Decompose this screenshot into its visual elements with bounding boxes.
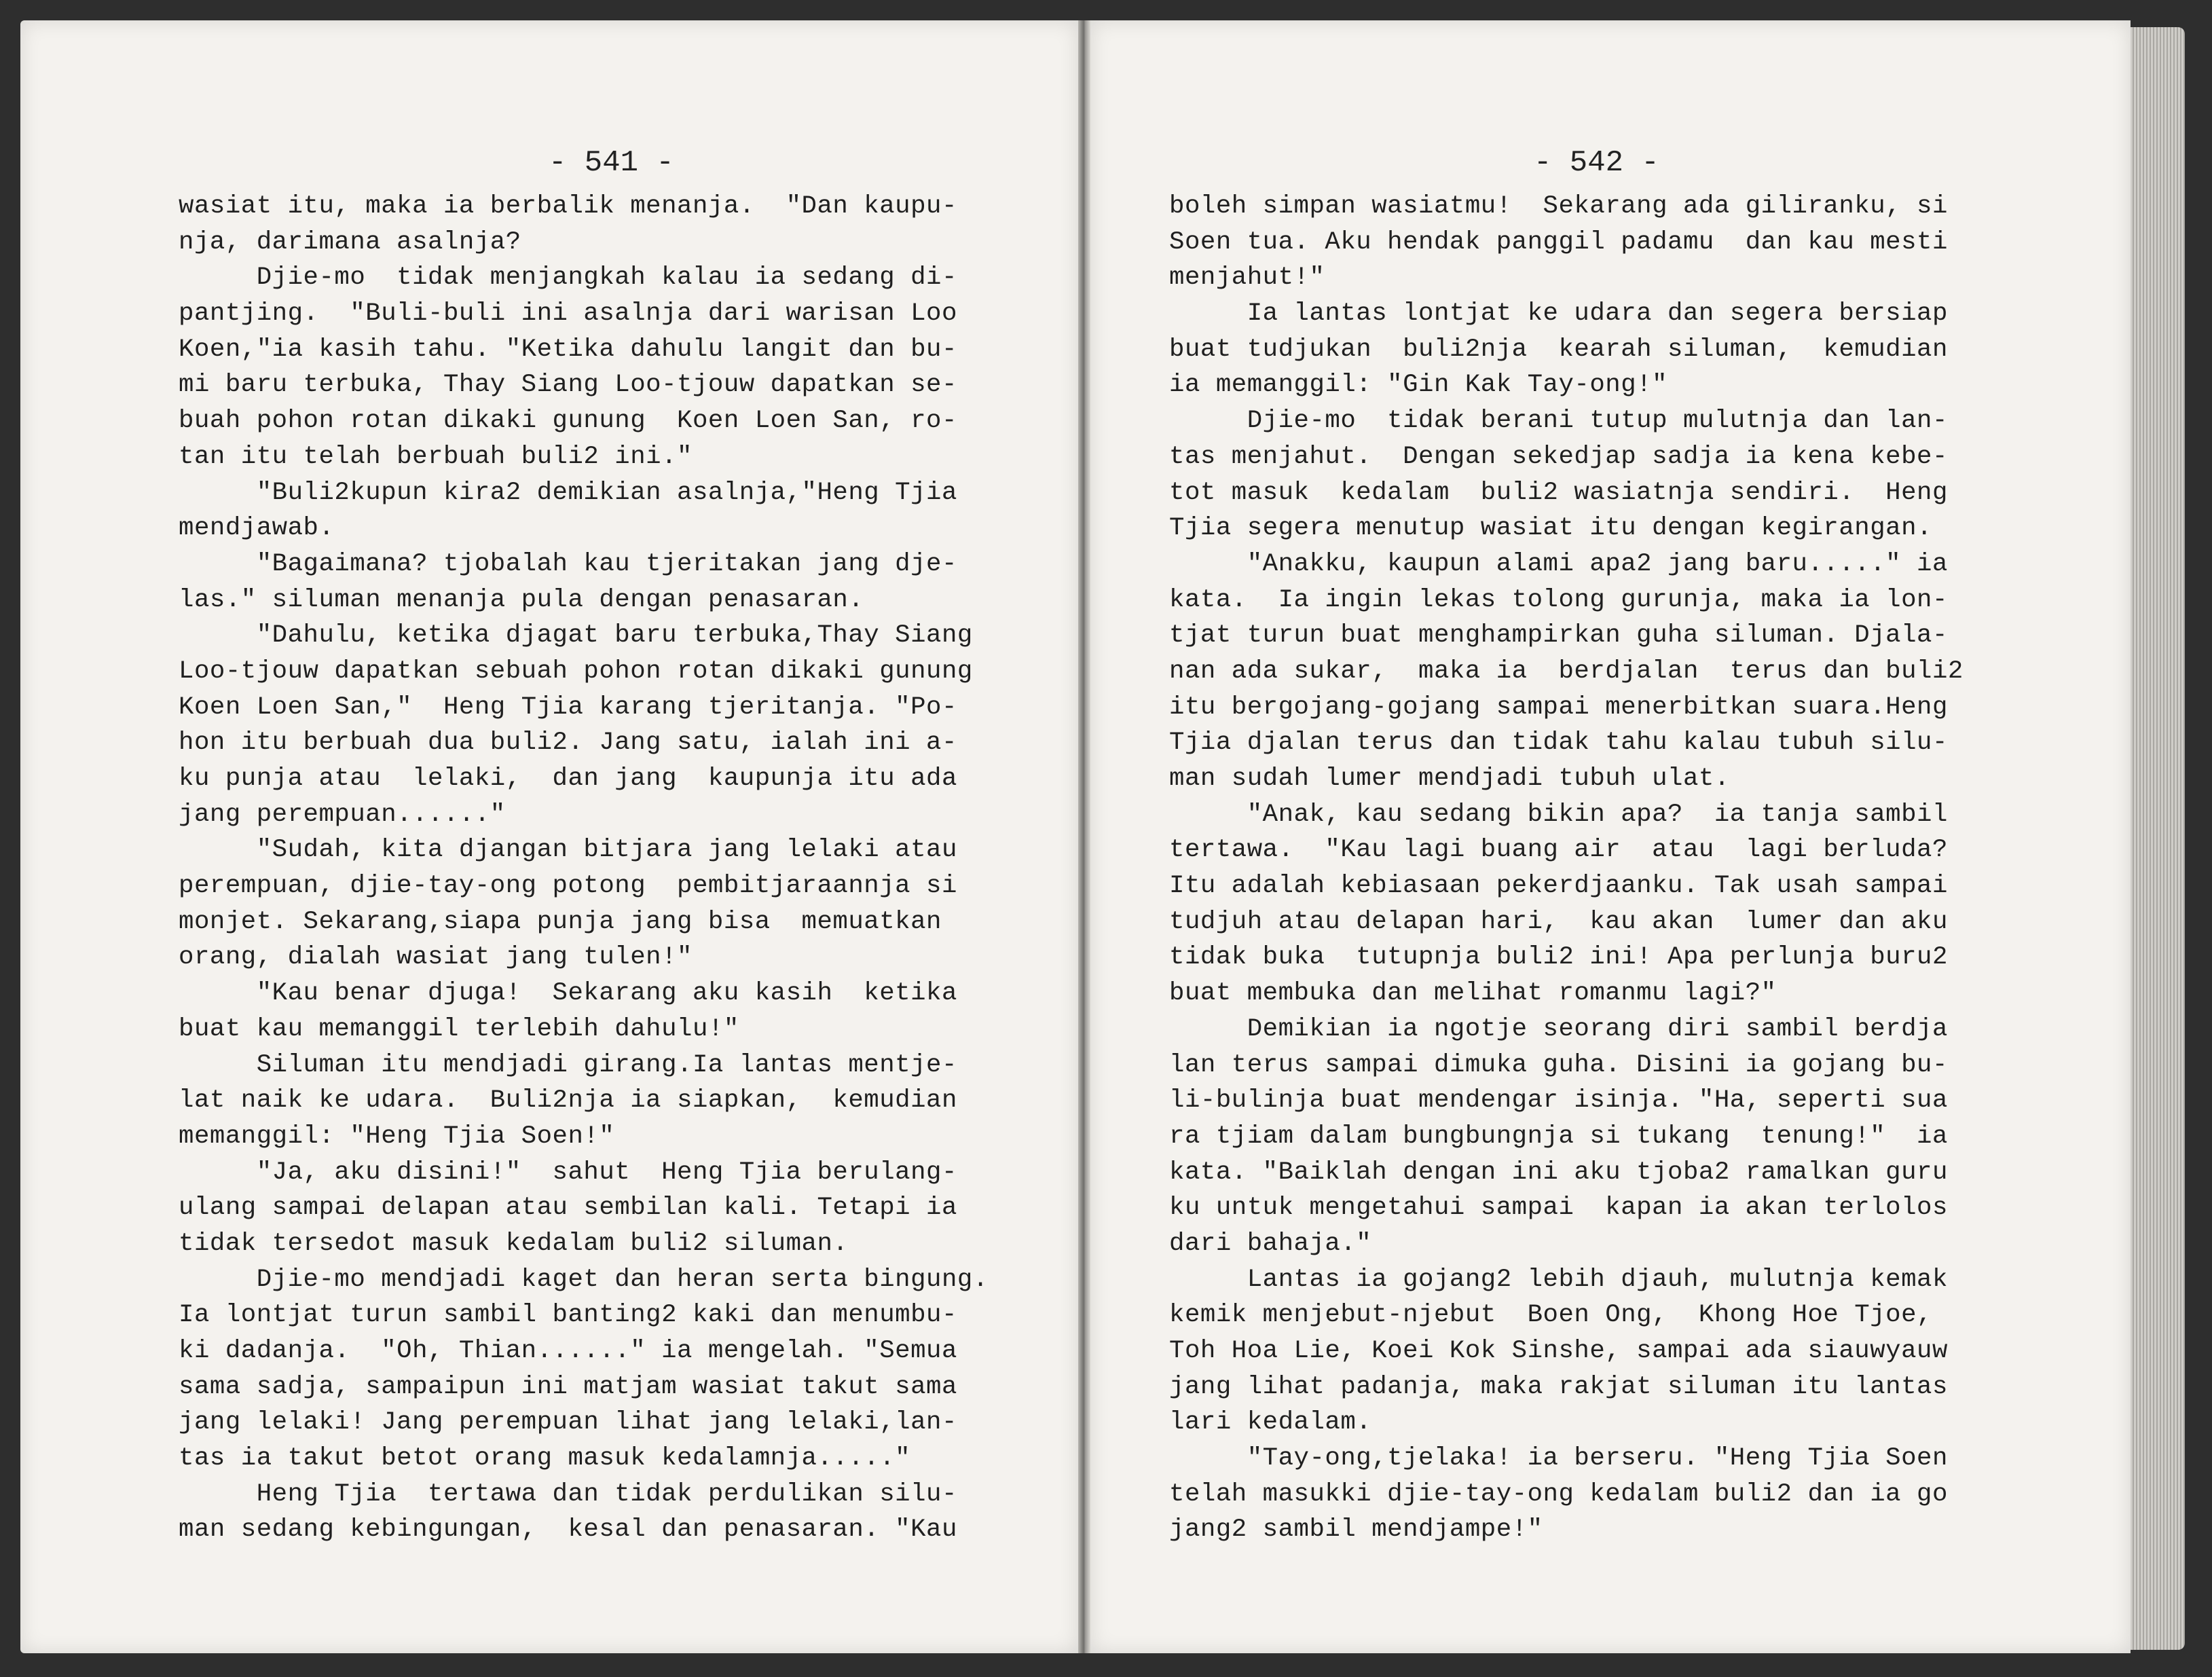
text-line: Tjia djalan terus dan tidak tahu kalau tubuh silu- bbox=[1169, 729, 1948, 758]
text-line: ku untuk mengetahui sampai kapan ia akan terlolos bbox=[1169, 1194, 1948, 1223]
text-line: Toh Hoa Lie, Koei Kok Sinshe, sampai ada siauwyauw bbox=[1169, 1337, 1948, 1365]
text-line: jang lelaki! Jang perempuan lihat jang lelaki,lan- bbox=[179, 1408, 957, 1437]
left-page bbox=[20, 20, 1078, 1653]
page-number-542: - 542 - bbox=[1534, 146, 1659, 180]
text-line: jang2 sambil mendjampe!" bbox=[1169, 1515, 1543, 1545]
text-line: lat naik ke udara. Buli2nja ia siapkan, kemudian bbox=[179, 1086, 957, 1116]
text-line: tudjuh atau delapan hari, kau akan lumer dan aku bbox=[1169, 907, 1948, 936]
page-number-541: - 541 - bbox=[549, 146, 674, 180]
text-line: "Bagaimana? tjobalah kau tjeritakan jang dje- bbox=[179, 549, 957, 578]
text-line: Djie-mo tidak berani tutup mulutnja dan lan- bbox=[1169, 407, 1948, 436]
text-line: ulang sampai delapan atau sembilan kali. Tetapi ia bbox=[179, 1194, 957, 1223]
text-line: tjat turun buat menghampirkan guha siluman. Djala- bbox=[1169, 621, 1948, 650]
text-line: Loo-tjouw dapatkan sebuah pohon rotan dikaki gunung bbox=[179, 657, 973, 686]
text-line: sama sadja, sampaipun ini matjam wasiat takut sama bbox=[179, 1372, 957, 1401]
right-page-text bbox=[1169, 189, 2133, 1548]
text-line: tas menjahut. Dengan sekedjap sadja ia kena kebe- bbox=[1169, 442, 1948, 471]
text-line: mendjawab. bbox=[179, 514, 335, 543]
text-line: ia memanggil: "Gin Kak Tay-ong!" bbox=[1169, 371, 1668, 400]
text-line: Itu adalah kebiasaan pekerdjaanku. Tak usah sampai bbox=[1169, 872, 1948, 901]
text-line: telah masukki djie-tay-ong kedalam buli2 dan ia go bbox=[1169, 1479, 1948, 1509]
text-line: "Ja, aku disini!" sahut Heng Tjia berulang- bbox=[179, 1158, 957, 1187]
text-line: lan terus sampai dimuka guha. Disini ia gojang bu- bbox=[1169, 1050, 1948, 1080]
text-line: wasiat itu, maka ia berbalik menanja. "Dan kaupu- bbox=[179, 192, 957, 221]
text-line: las." siluman menanja pula dengan penasaran. bbox=[179, 585, 864, 614]
text-line: tertawa. "Kau lagi buang air atau lagi berluda? bbox=[1169, 836, 1948, 865]
text-line: "Kau benar djuga! Sekarang aku kasih ketika bbox=[179, 979, 957, 1008]
text-line: pantjing. "Buli-buli ini asalnja dari warisan Loo bbox=[179, 299, 957, 329]
text-line: menjahut!" bbox=[1169, 263, 1325, 293]
book-gutter bbox=[1078, 20, 1090, 1653]
text-line: Djie-mo tidak menjangkah kalau ia sedang di- bbox=[179, 263, 957, 293]
text-line: ku punja atau lelaki, dan jang kaupunja itu ada bbox=[179, 764, 957, 793]
text-line: ra tjiam dalam bungbungnja si tukang tenung!" ia bbox=[1169, 1122, 1948, 1151]
text-line: Tjia segera menutup wasiat itu dengan kegirangan. bbox=[1169, 514, 1932, 543]
text-line: Heng Tjia tertawa dan tidak perdulikan silu- bbox=[179, 1479, 957, 1509]
right-page bbox=[1090, 20, 2131, 1653]
text-line: "Anak, kau sedang bikin apa? ia tanja sambil bbox=[1169, 800, 1948, 829]
text-line: hon itu berbuah dua buli2. Jang satu, ialah ini a- bbox=[179, 729, 957, 758]
text-line: "Buli2kupun kira2 demikian asalnja,"Heng Tjia bbox=[179, 478, 957, 507]
text-line: Ia lontjat turun sambil banting2 kaki dan menumbu- bbox=[179, 1301, 957, 1330]
text-line: itu bergojang-gojang sampai menerbitkan suara.Heng bbox=[1169, 693, 1948, 722]
text-line: buat membuka dan melihat romanmu lagi?" bbox=[1169, 979, 1777, 1008]
text-line: kata. "Baiklah dengan ini aku tjoba2 ramalkan guru bbox=[1169, 1158, 1948, 1187]
text-line: tidak tersedot masuk kedalam buli2 siluman. bbox=[179, 1229, 849, 1258]
text-line: Demikian ia ngotje seorang diri sambil berdja bbox=[1169, 1014, 1948, 1044]
text-line: ki dadanja. "Oh, Thian......" ia mengelah. "Semua bbox=[179, 1337, 957, 1365]
page-stack-edge bbox=[2131, 27, 2185, 1650]
text-line: tot masuk kedalam buli2 wasiatnja sendiri. Heng bbox=[1169, 478, 1948, 507]
text-line: tas ia takut betot orang masuk kedalamnja....." bbox=[179, 1444, 911, 1473]
text-line: buah pohon rotan dikaki gunung Koen Loen San, ro- bbox=[179, 407, 957, 436]
text-line: Djie-mo mendjadi kaget dan heran serta bingung. bbox=[179, 1265, 989, 1294]
text-line: mi baru terbuka, Thay Siang Loo-tjouw dapatkan se- bbox=[179, 371, 957, 400]
text-line: orang, dialah wasiat jang tulen!" bbox=[179, 943, 693, 972]
text-line: jang perempuan......" bbox=[179, 800, 506, 829]
text-line: Soen tua. Aku hendak panggil padamu dan kau mesti bbox=[1169, 227, 1948, 257]
text-line: Siluman itu mendjadi girang.Ia lantas mentje- bbox=[179, 1050, 957, 1080]
text-line: monjet. Sekarang,siapa punja jang bisa memuatkan bbox=[179, 907, 942, 936]
text-line: boleh simpan wasiatmu! Sekarang ada giliranku, si bbox=[1169, 192, 1948, 221]
text-line: perempuan, djie-tay-ong potong pembitjaraannja si bbox=[179, 872, 957, 901]
text-line: "Sudah, kita djangan bitjara jang lelaki atau bbox=[179, 836, 957, 865]
text-line: jang lihat padanja, maka rakjat siluman itu lantas bbox=[1169, 1372, 1948, 1401]
text-line: "Anakku, kaupun alami apa2 jang baru....." ia bbox=[1169, 549, 1948, 578]
text-line: nja, darimana asalnja? bbox=[179, 227, 521, 257]
text-line: tan itu telah berbuah buli2 ini." bbox=[179, 442, 693, 471]
text-line: tidak buka tutupnja buli2 ini! Apa perlunja buru2 bbox=[1169, 943, 1948, 972]
text-line: "Tay-ong,tjelaka! ia berseru. "Heng Tjia Soen bbox=[1169, 1444, 1948, 1473]
text-line: Lantas ia gojang2 lebih djauh, mulutnja kemak bbox=[1169, 1265, 1948, 1294]
text-line: dari bahaja." bbox=[1169, 1229, 1372, 1258]
text-line: "Dahulu, ketika djagat baru terbuka,Thay Siang bbox=[179, 621, 973, 650]
text-line: nan ada sukar, maka ia berdjalan terus dan buli2 bbox=[1169, 657, 1964, 686]
text-line: Koen,"ia kasih tahu. "Ketika dahulu langit dan bu- bbox=[179, 335, 957, 364]
left-page-text bbox=[179, 189, 1082, 1548]
text-line: buat kau memanggil terlebih dahulu!" bbox=[179, 1014, 739, 1044]
text-line: Ia lantas lontjat ke udara dan segera bersiap bbox=[1169, 299, 1948, 329]
text-line: man sedang kebingungan, kesal dan penasaran. "Kau bbox=[179, 1515, 957, 1545]
text-line: kata. Ia ingin lekas tolong gurunja, maka ia lon- bbox=[1169, 585, 1948, 614]
text-line: memanggil: "Heng Tjia Soen!" bbox=[179, 1122, 615, 1151]
text-line: lari kedalam. bbox=[1169, 1408, 1372, 1437]
text-line: li-bulinja buat mendengar isinja. "Ha, seperti sua bbox=[1169, 1086, 1948, 1116]
text-line: kemik menjebut-njebut Boen Ong, Khong Hoe Tjoe, bbox=[1169, 1301, 1932, 1330]
text-line: buat tudjukan buli2nja kearah siluman, kemudian bbox=[1169, 335, 1948, 364]
text-line: man sudah lumer mendjadi tubuh ulat. bbox=[1169, 764, 1730, 793]
text-line: Koen Loen San," Heng Tjia karang tjeritanja. "Po- bbox=[179, 693, 957, 722]
